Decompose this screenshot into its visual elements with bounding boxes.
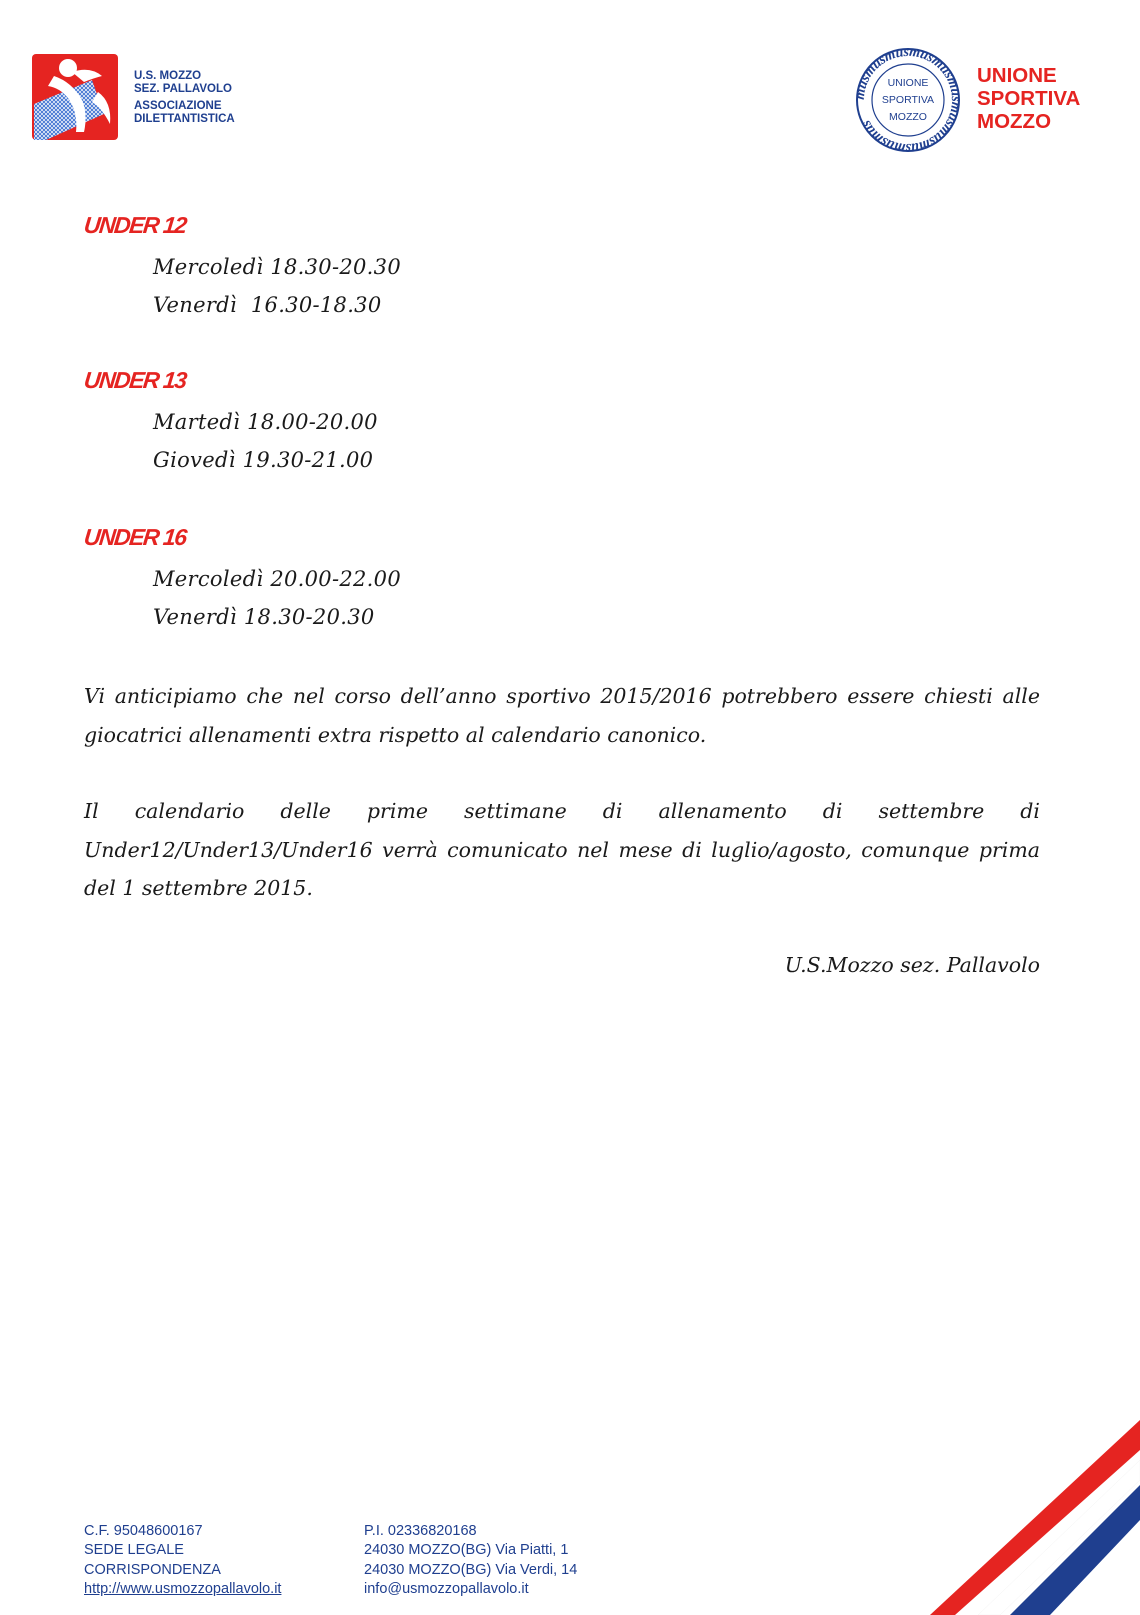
paragraph-september-calendar: Il calendario delle prime settimane di allenamento di settembre di Under12/Under13/Under16 verrà comunicato nel mese di luglio/agosto, comunque prima del 1 settembre 2015. [84, 799, 1040, 900]
footer-right [364, 1522, 577, 1599]
correspondence-label: CORRISPONDENZA [84, 1561, 221, 1578]
group-title-under16: UNDER 16 [82, 524, 188, 550]
union-name-line-1: UNIONE [977, 64, 1057, 87]
paragraph-extra-training: Vi anticipiamo che nel corso dell’anno sportivo 2015/2016 potrebbero essere chiesti alle giocatrici allenamenti extra rispetto al calendario canonico. [84, 684, 1040, 747]
group-title-under12: UNDER 12 [82, 212, 188, 238]
schedule-line: Venerdì 18.30-20.30 [153, 605, 375, 629]
union-name-line-2: SPORTIVA [977, 87, 1081, 110]
club-logo [32, 52, 292, 142]
volleyball-club-logo-icon [32, 52, 122, 142]
schedule-line: Martedì 18.00-20.00 [153, 410, 378, 434]
registered-office-label: SEDE LEGALE [84, 1542, 184, 1559]
signature: U.S.Mozzo sez. Pallavolo [784, 953, 1040, 977]
seal-text-2: SPORTIVA [881, 94, 935, 106]
club-type-line-2: DILETTANTISTICA [134, 112, 235, 125]
group-title-under13: UNDER 13 [82, 367, 188, 393]
tax-code: C.F. 95048600167 [84, 1523, 203, 1539]
seal-text-3: MOZZO [889, 111, 927, 123]
website-link[interactable]: http://www.usmozzopallavolo.it [84, 1580, 282, 1597]
vat-number: P.I. 02336820168 [364, 1523, 477, 1539]
club-name-line-1: U.S. MOZZO [134, 70, 202, 82]
footer-left [84, 1522, 281, 1599]
union-name-line-3: MOZZO [977, 110, 1052, 133]
correspondence-address: 24030 MOZZO(BG) Via Verdi, 14 [364, 1561, 578, 1578]
unione-sportiva-logo [852, 44, 1102, 154]
club-type-line-1: ASSOCIAZIONE [134, 100, 222, 112]
email-address[interactable]: info@usmozzopallavolo.it [364, 1580, 529, 1597]
schedule-line: Mercoledì 18.30-20.30 [153, 255, 401, 279]
seal-text-1: UNIONE [887, 77, 929, 89]
seal-ring-text: musmusmusmusmusmusmusmusmusmusmus [852, 44, 964, 156]
schedule-line: Giovedì 19.30-21.00 [153, 448, 374, 472]
schedule-line: Venerdì 16.30-18.30 [153, 293, 382, 317]
unione-sportiva-seal-icon [852, 44, 964, 156]
registered-office-address: 24030 MOZZO(BG) Via Piatti, 1 [364, 1542, 569, 1559]
schedule-line: Mercoledì 20.00-22.00 [153, 567, 401, 591]
tricolor-stripes-decoration [930, 1410, 1140, 1615]
club-name-line-2: SEZ. PALLAVOLO [134, 82, 232, 95]
